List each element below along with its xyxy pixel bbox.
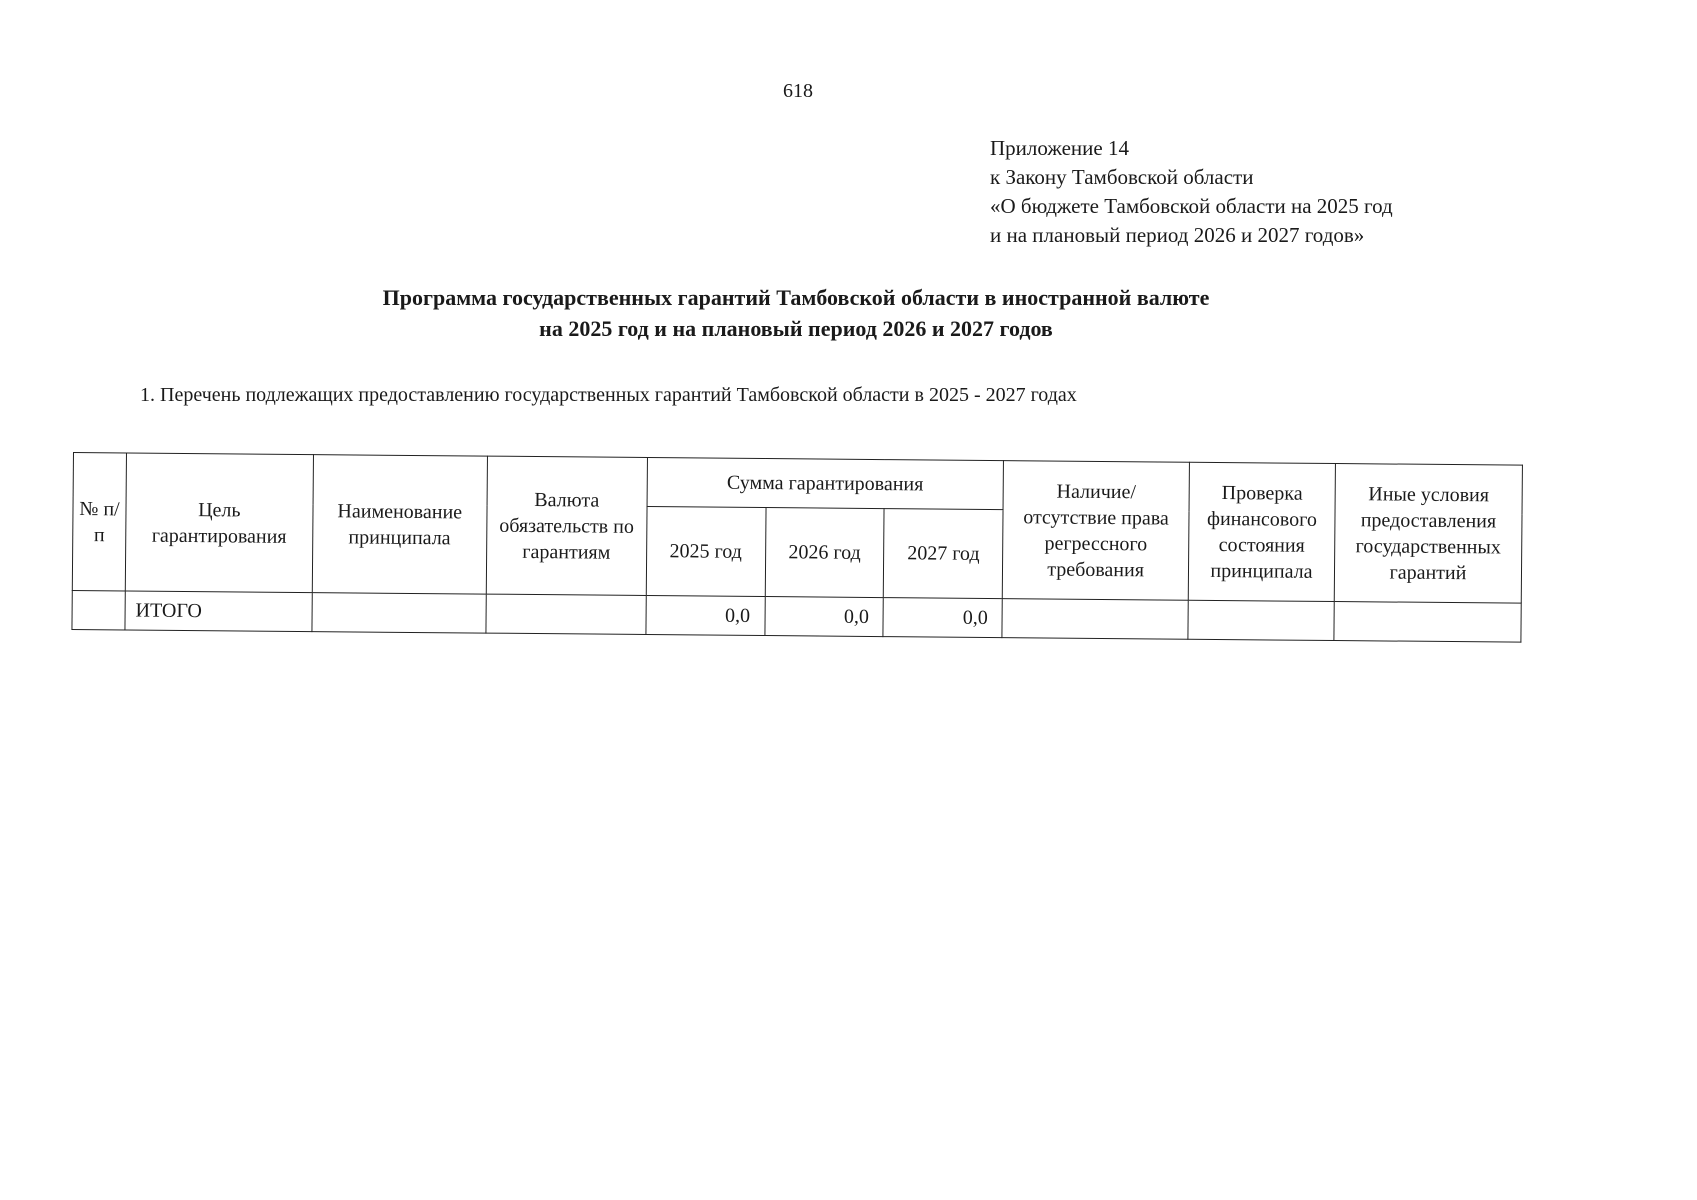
total-check-cell <box>1188 600 1334 640</box>
total-2025-cell: 0,0 <box>646 596 765 636</box>
total-principal-cell <box>312 593 486 634</box>
total-2027-cell: 0,0 <box>883 598 1002 638</box>
total-num-cell <box>72 590 125 629</box>
header-recourse: Наличие/ отсутствие права регрессного требования <box>1002 461 1189 601</box>
table-header-row <box>73 453 1522 515</box>
appendix-line-1: Приложение 14 <box>990 136 1129 160</box>
header-year-2027: 2027 год <box>884 509 1004 599</box>
total-other-cell <box>1334 602 1521 643</box>
page-number: 618 <box>783 80 813 102</box>
total-label-cell: ИТОГО <box>125 591 312 632</box>
header-financial-check: Проверка финансового состояния принципала <box>1188 462 1335 601</box>
appendix-line-3: «О бюджете Тамбовской области на 2025 год <box>990 194 1393 218</box>
document-title-line-2: на 2025 год и на плановый период 2026 и 2027 годов <box>539 316 1053 341</box>
header-principal: Наименование принципала <box>312 455 487 595</box>
total-recourse-cell <box>1002 599 1188 640</box>
header-purpose: Цель гарантирования <box>125 453 313 593</box>
appendix-line-4: и на плановый период 2026 и 2027 годов» <box>990 223 1365 247</box>
document-title <box>0 282 1592 344</box>
appendix-block <box>990 134 1393 250</box>
header-year-2026: 2026 год <box>765 508 885 598</box>
section-heading: 1. Перечень подлежащих предоставлению государственных гарантий Тамбовской области в 2025 - 2027 годах <box>140 384 1077 406</box>
appendix-line-2: к Закону Тамбовской области <box>990 165 1254 189</box>
guarantees-table <box>71 452 1522 643</box>
document-title-line-1: Программа государственных гарантий Тамбовской области в иностранной валюте <box>382 285 1210 310</box>
total-currency-cell <box>486 594 646 634</box>
header-sum-group: Сумма гарантирования <box>647 458 1004 510</box>
header-other-conditions: Иные условия предоставления государственных гарантий <box>1334 464 1522 604</box>
header-num: № п/п <box>72 453 126 591</box>
header-currency: Валюта обязательств по гарантиям <box>486 456 647 595</box>
header-year-2025: 2025 год <box>646 507 766 597</box>
total-2026-cell: 0,0 <box>764 597 883 637</box>
